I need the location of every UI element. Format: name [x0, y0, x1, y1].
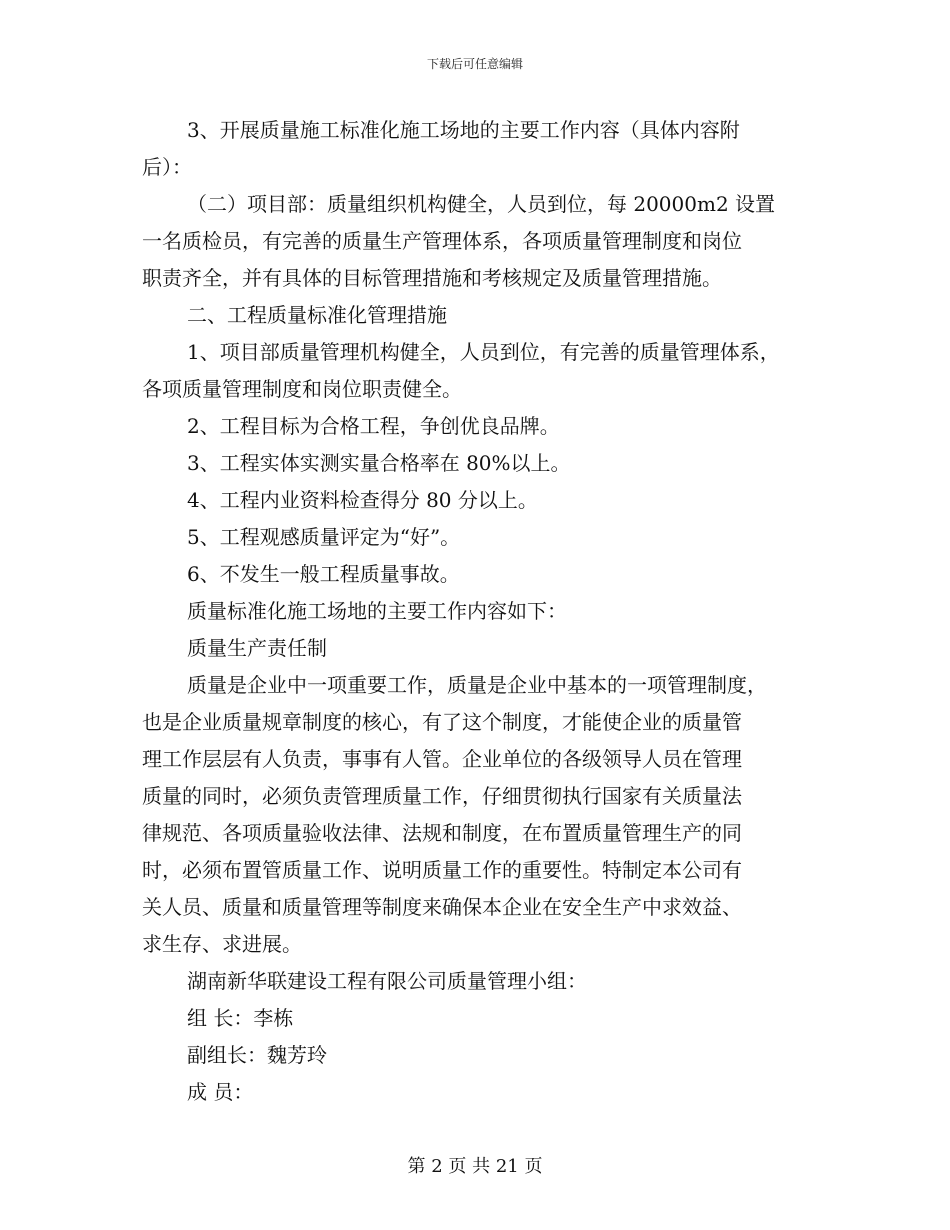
list-item: 3、工程实体实测实量合格率在 80%以上。 — [187, 451, 571, 475]
page-header: 下载后可任意编辑 — [426, 57, 523, 71]
list-item: 6、不发生一般工程质量事故。 — [187, 562, 460, 586]
paragraph-line: 1、项目部质量管理机构健全，人员到位，有完善的质量管理体系， — [187, 340, 780, 364]
paragraph-line: 各项质量管理制度和岗位职责健全。 — [142, 377, 462, 401]
paragraph-line: 质量是企业中一项重要工作，质量是企业中基本的一项管理制度， — [187, 673, 767, 697]
paragraph-line: 后）： — [142, 155, 192, 179]
paragraph-line: （二）项目部：质量组织机构健全，人员到位，每 20000m2 设置 — [187, 192, 776, 216]
paragraph-line: 理工作层层有人负责，事事有人管。企业单位的各级领导人员在管理 — [142, 747, 742, 771]
paragraph-line: 一名质检员，有完善的质量生产管理体系，各项质量管理制度和岗位 — [142, 229, 742, 253]
deputy-leader-line: 副组长：魏芳玲 — [187, 1043, 327, 1067]
paragraph-line: 求生存、求进展。 — [142, 932, 302, 956]
list-item: 5、工程观感质量评定为“好”。 — [187, 525, 461, 549]
list-item: 2、工程目标为合格工程，争创优良品牌。 — [187, 414, 560, 438]
paragraph-line: 质量的同时，必须负责管理质量工作，仔细贯彻执行国家有关质量法 — [142, 784, 742, 808]
paragraph-line: 也是企业质量规章制度的核心，有了这个制度，才能使企业的质量管 — [142, 710, 742, 734]
document-body — [142, 112, 822, 1111]
members-line: 成 员： — [187, 1080, 254, 1104]
paragraph-line: 3、开展质量施工标准化施工场地的主要工作内容（具体内容附 — [187, 118, 740, 142]
page-number: 第 2 页 共 21 页 — [407, 1156, 543, 1177]
subsection-heading: 质量生产责任制 — [187, 636, 327, 660]
paragraph-line: 律规范、各项质量验收法律、法规和制度，在布置质量管理生产的同 — [142, 821, 742, 845]
team-leader-line: 组 长：李栋 — [187, 1006, 294, 1030]
paragraph-line: 湖南新华联建设工程有限公司质量管理小组： — [187, 969, 587, 993]
list-item: 4、工程内业资料检查得分 80 分以上。 — [187, 488, 538, 512]
paragraph-line: 职责齐全，并有具体的目标管理措施和考核规定及质量管理措施。 — [142, 266, 722, 290]
paragraph-line: 质量标准化施工场地的主要工作内容如下： — [187, 599, 567, 623]
paragraph-line: 关人员、质量和质量管理等制度来确保本企业在安全生产中求效益、 — [142, 895, 742, 919]
section-heading: 二、工程质量标准化管理措施 — [187, 303, 447, 327]
paragraph-line: 时，必须布置管质量工作、说明质量工作的重要性。特制定本公司有 — [142, 858, 742, 882]
